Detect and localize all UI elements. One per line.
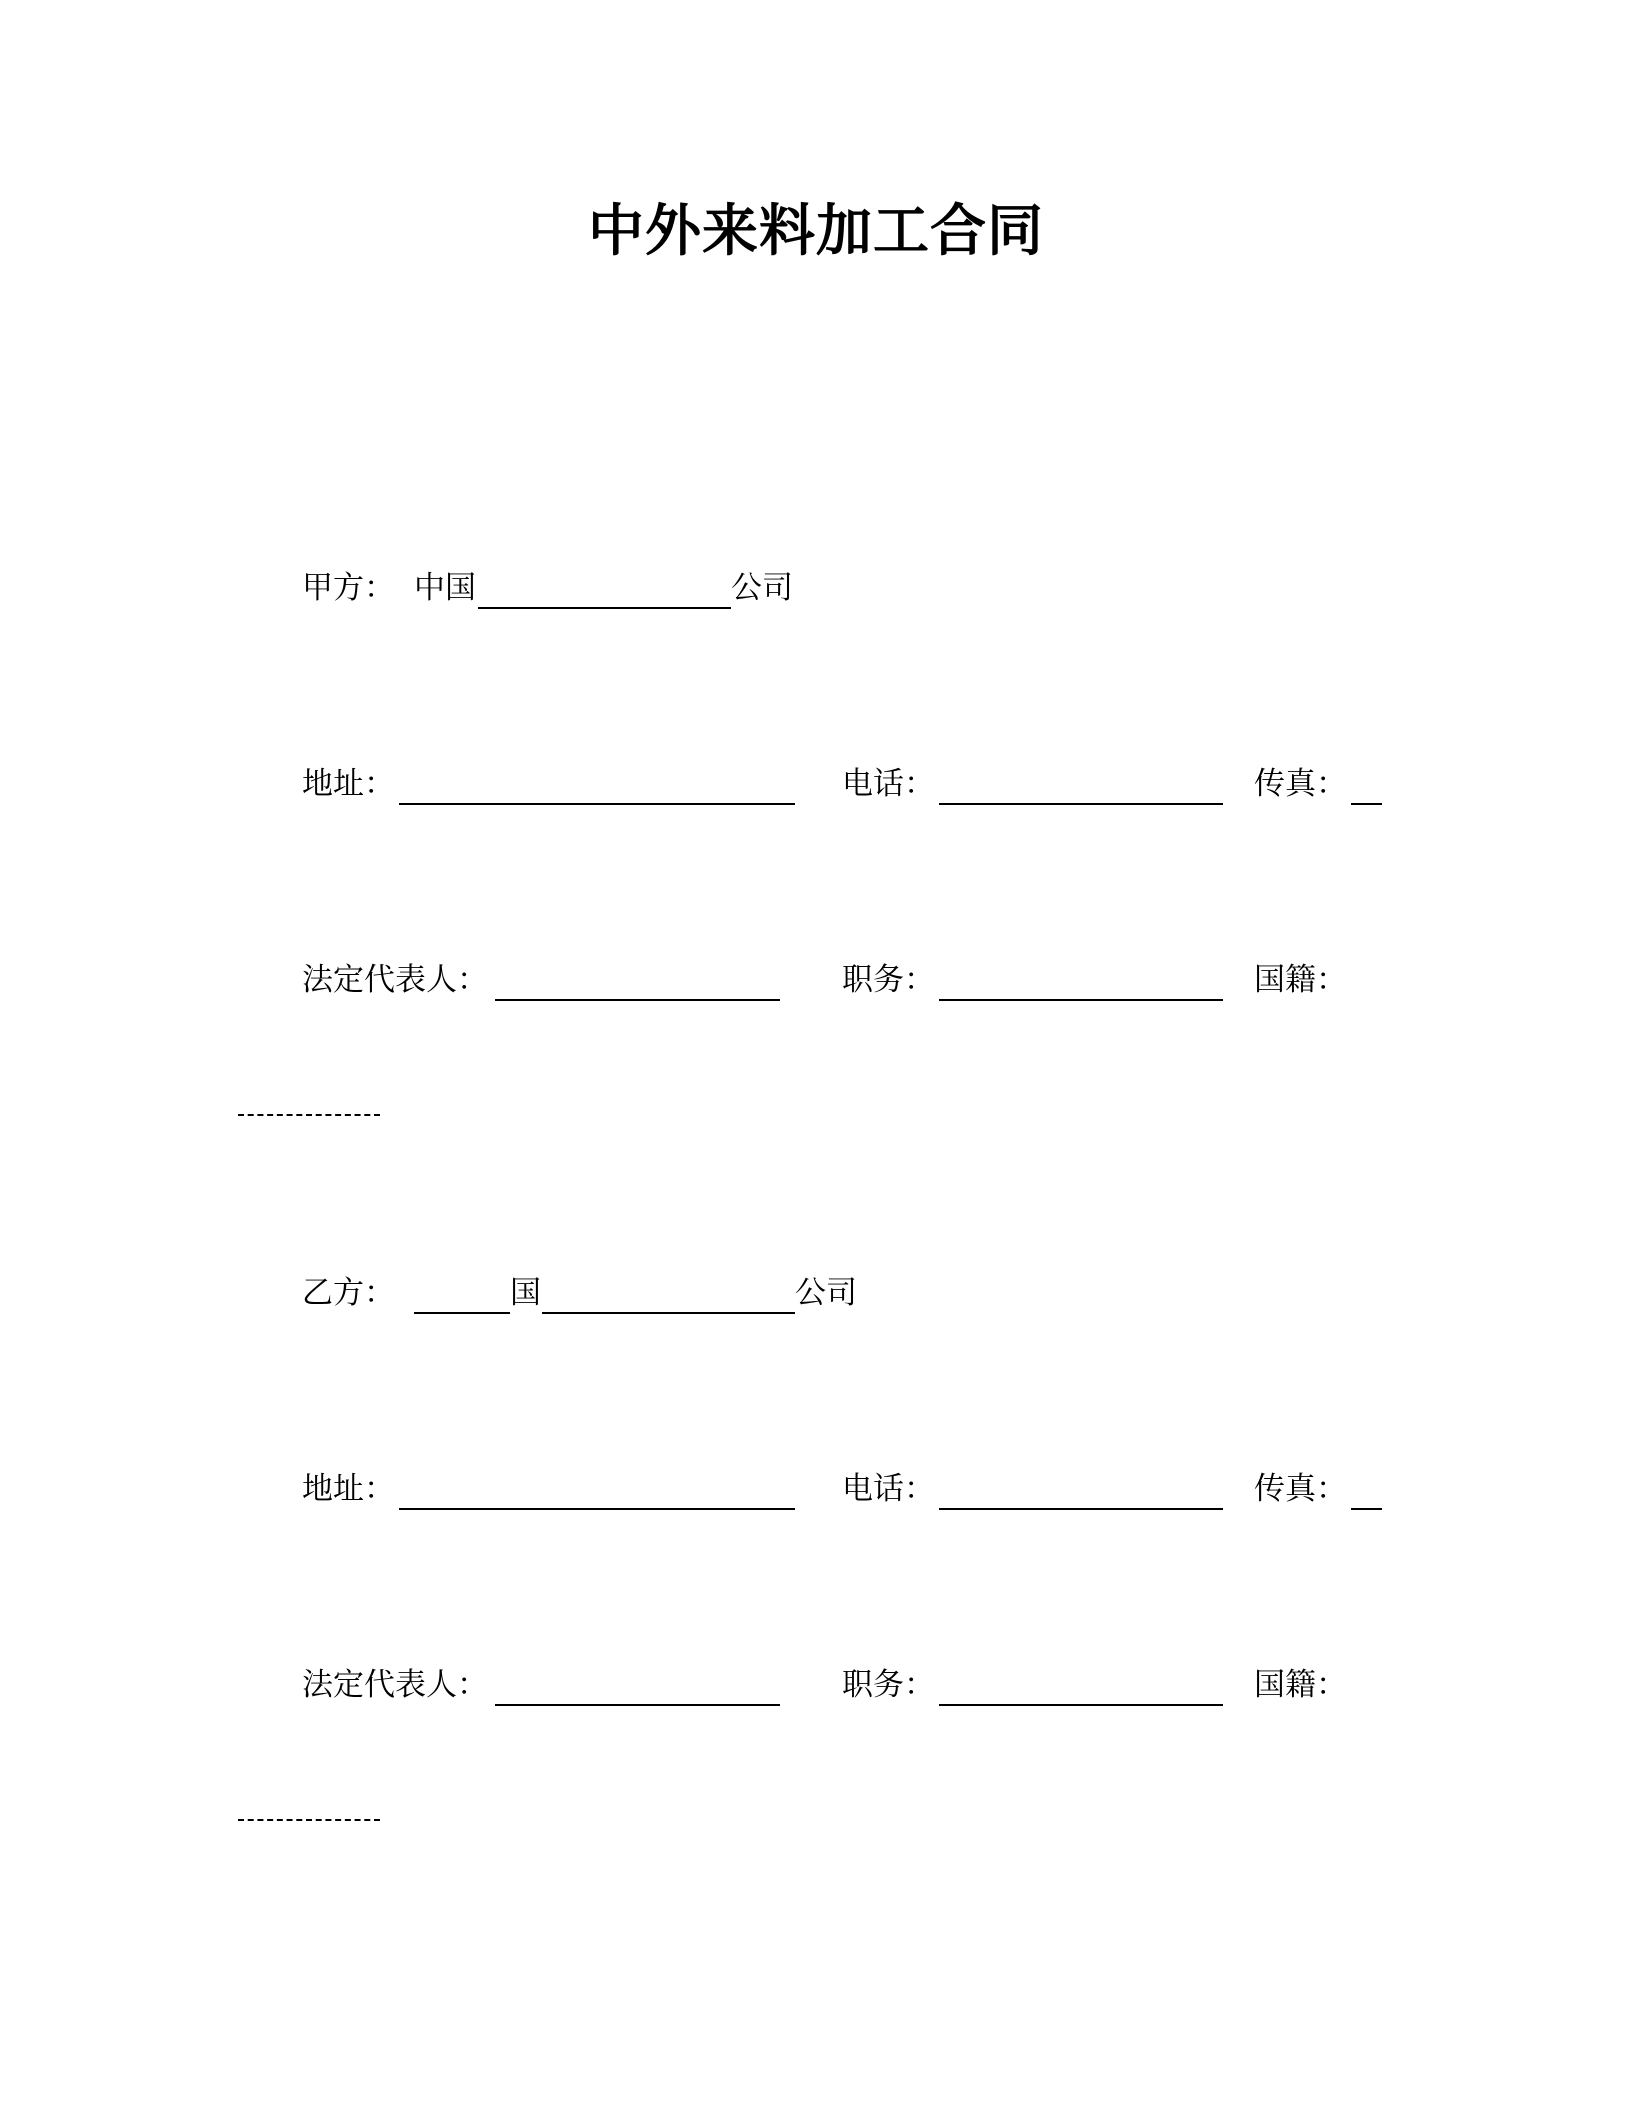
party-b-phone-blank[interactable] [939,1508,1223,1510]
party-b-country-blank[interactable] [414,1312,510,1314]
party-b-country-suffix: 国 [510,1275,541,1311]
party-b-fax-blank[interactable] [1351,1508,1382,1510]
contract-title: 中外来料加工合同 [588,199,1044,264]
party-a-rep-blank[interactable] [495,999,780,1001]
party-b-nationality-label: 国籍： [1254,1667,1347,1703]
party-a-fax-blank[interactable] [1351,803,1382,805]
party-a-position-label: 职务： [842,962,935,998]
party-b-company-blank[interactable] [542,1312,795,1314]
party-a-company-blank[interactable] [478,607,731,609]
party-a-company-suffix: 公司 [731,570,793,606]
party-b-fax-label: 传真： [1254,1471,1347,1507]
party-a-address-label: 地址： [302,766,395,802]
party-a-address-blank[interactable] [399,803,795,805]
party-a-country: 中国 [414,570,476,606]
party-b-rep-label: 法定代表人： [302,1667,488,1703]
party-a-phone-label: 电话： [842,766,935,802]
party-b-label: 乙方： [302,1275,395,1311]
party-b-address-label: 地址： [302,1471,395,1507]
party-a-nationality-label: 国籍： [1254,962,1347,998]
party-b-phone-label: 电话： [842,1471,935,1507]
party-b-rep-blank[interactable] [495,1704,780,1706]
party-b-address-blank[interactable] [399,1508,795,1510]
party-a-position-blank[interactable] [939,999,1223,1001]
party-b-nationality-blank[interactable] [238,1819,380,1821]
party-b-position-blank[interactable] [939,1704,1223,1706]
party-a-nationality-blank[interactable] [238,1114,380,1116]
party-b-company-suffix: 公司 [795,1275,857,1311]
party-a-label: 甲方： [302,570,395,606]
party-b-position-label: 职务： [842,1667,935,1703]
party-a-rep-label: 法定代表人： [302,962,488,998]
party-a-phone-blank[interactable] [939,803,1223,805]
party-a-fax-label: 传真： [1254,766,1347,802]
